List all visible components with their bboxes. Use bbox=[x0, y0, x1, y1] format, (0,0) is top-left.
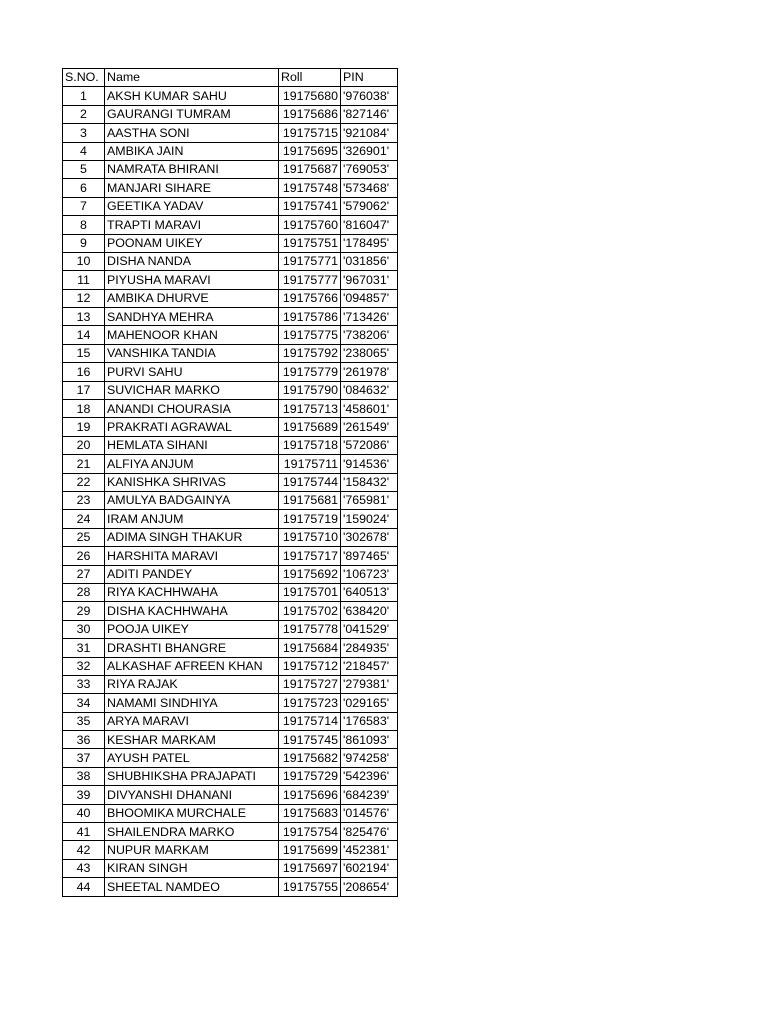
cell-name: DISHA KACHHWAHA bbox=[105, 602, 279, 620]
column-header-roll: Roll bbox=[279, 69, 341, 87]
cell-name: AMBIKA DHURVE bbox=[105, 289, 279, 307]
cell-name: AMBIKA JAIN bbox=[105, 142, 279, 160]
cell-pin: '974258' bbox=[341, 749, 398, 767]
document-page bbox=[62, 68, 398, 897]
cell-roll: 19175692 bbox=[279, 565, 341, 583]
cell-name: PURVI SAHU bbox=[105, 363, 279, 381]
cell-pin: '238065' bbox=[341, 344, 398, 362]
cell-roll: 19175710 bbox=[279, 528, 341, 546]
table-row bbox=[63, 326, 398, 344]
table-row bbox=[63, 804, 398, 822]
cell-sno: 30 bbox=[63, 620, 105, 638]
cell-pin: '579062' bbox=[341, 197, 398, 215]
cell-pin: '573468' bbox=[341, 179, 398, 197]
cell-name: SHUBHIKSHA PRAJAPATI bbox=[105, 767, 279, 785]
cell-roll: 19175686 bbox=[279, 105, 341, 123]
cell-name: VANSHIKA TANDIA bbox=[105, 344, 279, 362]
cell-roll: 19175766 bbox=[279, 289, 341, 307]
table-row bbox=[63, 344, 398, 362]
cell-roll: 19175779 bbox=[279, 363, 341, 381]
cell-name: RIYA KACHHWAHA bbox=[105, 583, 279, 601]
cell-name: GEETIKA YADAV bbox=[105, 197, 279, 215]
cell-pin: '041529' bbox=[341, 620, 398, 638]
table-row bbox=[63, 565, 398, 583]
cell-roll: 19175723 bbox=[279, 694, 341, 712]
cell-name: SHEETAL NAMDEO bbox=[105, 878, 279, 896]
cell-pin: '976038' bbox=[341, 87, 398, 105]
cell-name: KESHAR MARKAM bbox=[105, 731, 279, 749]
cell-pin: '914536' bbox=[341, 455, 398, 473]
cell-roll: 19175778 bbox=[279, 620, 341, 638]
cell-name: DRASHTI BHANGRE bbox=[105, 639, 279, 657]
cell-sno: 13 bbox=[63, 308, 105, 326]
table-header bbox=[63, 69, 398, 87]
cell-name: NAMAMI SINDHIYA bbox=[105, 694, 279, 712]
cell-sno: 41 bbox=[63, 823, 105, 841]
cell-roll: 19175744 bbox=[279, 473, 341, 491]
cell-roll: 19175689 bbox=[279, 418, 341, 436]
cell-name: POOJA UIKEY bbox=[105, 620, 279, 638]
cell-roll: 19175682 bbox=[279, 749, 341, 767]
cell-name: ADIMA SINGH THAKUR bbox=[105, 528, 279, 546]
table-row bbox=[63, 731, 398, 749]
cell-roll: 19175687 bbox=[279, 160, 341, 178]
cell-name: AMULYA BADGAINYA bbox=[105, 491, 279, 509]
cell-name: AYUSH PATEL bbox=[105, 749, 279, 767]
cell-name: MAHENOOR KHAN bbox=[105, 326, 279, 344]
cell-roll: 19175777 bbox=[279, 271, 341, 289]
table-row bbox=[63, 160, 398, 178]
cell-pin: '094857' bbox=[341, 289, 398, 307]
cell-pin: '326901' bbox=[341, 142, 398, 160]
cell-pin: '765981' bbox=[341, 491, 398, 509]
cell-sno: 44 bbox=[63, 878, 105, 896]
cell-roll: 19175713 bbox=[279, 400, 341, 418]
cell-pin: '713426' bbox=[341, 308, 398, 326]
cell-roll: 19175748 bbox=[279, 179, 341, 197]
cell-name: GAURANGI TUMRAM bbox=[105, 105, 279, 123]
cell-pin: '825476' bbox=[341, 823, 398, 841]
cell-sno: 27 bbox=[63, 565, 105, 583]
table-row bbox=[63, 823, 398, 841]
cell-sno: 11 bbox=[63, 271, 105, 289]
cell-pin: '014576' bbox=[341, 804, 398, 822]
cell-name: KIRAN SINGH bbox=[105, 859, 279, 877]
cell-sno: 21 bbox=[63, 455, 105, 473]
student-table bbox=[62, 68, 398, 897]
table-row bbox=[63, 841, 398, 859]
cell-sno: 37 bbox=[63, 749, 105, 767]
table-row bbox=[63, 473, 398, 491]
table-row bbox=[63, 749, 398, 767]
cell-name: SANDHYA MEHRA bbox=[105, 308, 279, 326]
cell-name: KANISHKA SHRIVAS bbox=[105, 473, 279, 491]
cell-name: IRAM ANJUM bbox=[105, 510, 279, 528]
cell-roll: 19175792 bbox=[279, 344, 341, 362]
cell-sno: 39 bbox=[63, 786, 105, 804]
table-row bbox=[63, 767, 398, 785]
cell-pin: '158432' bbox=[341, 473, 398, 491]
table-row bbox=[63, 657, 398, 675]
table-row bbox=[63, 436, 398, 454]
table-row bbox=[63, 400, 398, 418]
cell-sno: 5 bbox=[63, 160, 105, 178]
cell-pin: '967031' bbox=[341, 271, 398, 289]
cell-roll: 19175702 bbox=[279, 602, 341, 620]
cell-name: NAMRATA BHIRANI bbox=[105, 160, 279, 178]
cell-pin: '921084' bbox=[341, 124, 398, 142]
cell-sno: 17 bbox=[63, 381, 105, 399]
cell-sno: 25 bbox=[63, 528, 105, 546]
column-header-sno: S.NO. bbox=[63, 69, 105, 87]
table-row bbox=[63, 289, 398, 307]
cell-sno: 7 bbox=[63, 197, 105, 215]
column-header-pin: PIN bbox=[341, 69, 398, 87]
cell-pin: '640513' bbox=[341, 583, 398, 601]
cell-sno: 33 bbox=[63, 675, 105, 693]
cell-pin: '827146' bbox=[341, 105, 398, 123]
table-row bbox=[63, 197, 398, 215]
cell-sno: 15 bbox=[63, 344, 105, 362]
cell-pin: '261549' bbox=[341, 418, 398, 436]
cell-sno: 12 bbox=[63, 289, 105, 307]
cell-roll: 19175760 bbox=[279, 216, 341, 234]
cell-name: POONAM UIKEY bbox=[105, 234, 279, 252]
cell-sno: 40 bbox=[63, 804, 105, 822]
cell-roll: 19175696 bbox=[279, 786, 341, 804]
cell-roll: 19175712 bbox=[279, 657, 341, 675]
table-row bbox=[63, 252, 398, 270]
cell-name: ALFIYA ANJUM bbox=[105, 455, 279, 473]
table-row bbox=[63, 712, 398, 730]
cell-sno: 4 bbox=[63, 142, 105, 160]
cell-name: SHAILENDRA MARKO bbox=[105, 823, 279, 841]
cell-sno: 24 bbox=[63, 510, 105, 528]
cell-name: RIYA RAJAK bbox=[105, 675, 279, 693]
table-row bbox=[63, 271, 398, 289]
table-row bbox=[63, 455, 398, 473]
cell-sno: 10 bbox=[63, 252, 105, 270]
cell-pin: '208654' bbox=[341, 878, 398, 896]
cell-sno: 9 bbox=[63, 234, 105, 252]
cell-pin: '029165' bbox=[341, 694, 398, 712]
table-row bbox=[63, 363, 398, 381]
cell-name: ADITI PANDEY bbox=[105, 565, 279, 583]
table-row bbox=[63, 491, 398, 509]
cell-roll: 19175697 bbox=[279, 859, 341, 877]
cell-pin: '084632' bbox=[341, 381, 398, 399]
cell-roll: 19175681 bbox=[279, 491, 341, 509]
cell-pin: '638420' bbox=[341, 602, 398, 620]
cell-name: AASTHA SONI bbox=[105, 124, 279, 142]
cell-pin: '458601' bbox=[341, 400, 398, 418]
cell-roll: 19175683 bbox=[279, 804, 341, 822]
cell-name: SUVICHAR MARKO bbox=[105, 381, 279, 399]
cell-pin: '176583' bbox=[341, 712, 398, 730]
cell-sno: 1 bbox=[63, 87, 105, 105]
cell-pin: '261978' bbox=[341, 363, 398, 381]
cell-pin: '861093' bbox=[341, 731, 398, 749]
table-row bbox=[63, 583, 398, 601]
cell-pin: '031856' bbox=[341, 252, 398, 270]
table-row bbox=[63, 510, 398, 528]
cell-sno: 2 bbox=[63, 105, 105, 123]
cell-pin: '572086' bbox=[341, 436, 398, 454]
cell-roll: 19175699 bbox=[279, 841, 341, 859]
cell-pin: '279381' bbox=[341, 675, 398, 693]
cell-roll: 19175714 bbox=[279, 712, 341, 730]
table-row bbox=[63, 179, 398, 197]
cell-name: HEMLATA SIHANI bbox=[105, 436, 279, 454]
cell-roll: 19175711 bbox=[279, 455, 341, 473]
cell-name: HARSHITA MARAVI bbox=[105, 547, 279, 565]
cell-sno: 19 bbox=[63, 418, 105, 436]
table-row bbox=[63, 528, 398, 546]
table-row bbox=[63, 694, 398, 712]
cell-roll: 19175790 bbox=[279, 381, 341, 399]
table-row bbox=[63, 124, 398, 142]
table-row bbox=[63, 234, 398, 252]
cell-name: BHOOMIKA MURCHALE bbox=[105, 804, 279, 822]
column-header-name: Name bbox=[105, 69, 279, 87]
cell-sno: 28 bbox=[63, 583, 105, 601]
table-row bbox=[63, 105, 398, 123]
cell-sno: 22 bbox=[63, 473, 105, 491]
cell-sno: 29 bbox=[63, 602, 105, 620]
table-row bbox=[63, 675, 398, 693]
cell-sno: 23 bbox=[63, 491, 105, 509]
header-row bbox=[63, 69, 398, 87]
cell-roll: 19175751 bbox=[279, 234, 341, 252]
cell-sno: 43 bbox=[63, 859, 105, 877]
cell-sno: 20 bbox=[63, 436, 105, 454]
cell-name: PIYUSHA MARAVI bbox=[105, 271, 279, 289]
cell-roll: 19175719 bbox=[279, 510, 341, 528]
cell-roll: 19175771 bbox=[279, 252, 341, 270]
cell-name: AKSH KUMAR SAHU bbox=[105, 87, 279, 105]
table-row bbox=[63, 620, 398, 638]
cell-roll: 19175745 bbox=[279, 731, 341, 749]
cell-name: TRAPTI MARAVI bbox=[105, 216, 279, 234]
cell-sno: 14 bbox=[63, 326, 105, 344]
cell-pin: '684239' bbox=[341, 786, 398, 804]
table-row bbox=[63, 142, 398, 160]
cell-sno: 42 bbox=[63, 841, 105, 859]
cell-roll: 19175727 bbox=[279, 675, 341, 693]
table-row bbox=[63, 639, 398, 657]
cell-pin: '542396' bbox=[341, 767, 398, 785]
cell-roll: 19175729 bbox=[279, 767, 341, 785]
cell-roll: 19175755 bbox=[279, 878, 341, 896]
cell-pin: '738206' bbox=[341, 326, 398, 344]
cell-pin: '769053' bbox=[341, 160, 398, 178]
cell-name: ANANDI CHOURASIA bbox=[105, 400, 279, 418]
cell-name: DISHA NANDA bbox=[105, 252, 279, 270]
table-row bbox=[63, 547, 398, 565]
cell-pin: '602194' bbox=[341, 859, 398, 877]
cell-roll: 19175695 bbox=[279, 142, 341, 160]
cell-sno: 16 bbox=[63, 363, 105, 381]
cell-sno: 34 bbox=[63, 694, 105, 712]
cell-pin: '897465' bbox=[341, 547, 398, 565]
cell-sno: 18 bbox=[63, 400, 105, 418]
table-row bbox=[63, 786, 398, 804]
cell-sno: 31 bbox=[63, 639, 105, 657]
cell-roll: 19175775 bbox=[279, 326, 341, 344]
cell-name: DIVYANSHI DHANANI bbox=[105, 786, 279, 804]
cell-pin: '106723' bbox=[341, 565, 398, 583]
cell-roll: 19175754 bbox=[279, 823, 341, 841]
cell-roll: 19175715 bbox=[279, 124, 341, 142]
table-row bbox=[63, 859, 398, 877]
cell-pin: '452381' bbox=[341, 841, 398, 859]
cell-sno: 3 bbox=[63, 124, 105, 142]
cell-pin: '159024' bbox=[341, 510, 398, 528]
cell-name: PRAKRATI AGRAWAL bbox=[105, 418, 279, 436]
table-row bbox=[63, 381, 398, 399]
cell-pin: '178495' bbox=[341, 234, 398, 252]
table-row bbox=[63, 418, 398, 436]
cell-name: MANJARI SIHARE bbox=[105, 179, 279, 197]
table-body bbox=[63, 87, 398, 896]
cell-roll: 19175718 bbox=[279, 436, 341, 454]
table-row bbox=[63, 308, 398, 326]
cell-name: ALKASHAF AFREEN KHAN bbox=[105, 657, 279, 675]
cell-pin: '816047' bbox=[341, 216, 398, 234]
cell-sno: 36 bbox=[63, 731, 105, 749]
cell-pin: '284935' bbox=[341, 639, 398, 657]
cell-roll: 19175680 bbox=[279, 87, 341, 105]
cell-sno: 32 bbox=[63, 657, 105, 675]
cell-roll: 19175786 bbox=[279, 308, 341, 326]
table-row bbox=[63, 602, 398, 620]
cell-sno: 35 bbox=[63, 712, 105, 730]
table-row bbox=[63, 878, 398, 896]
cell-name: ARYA MARAVI bbox=[105, 712, 279, 730]
table-row bbox=[63, 87, 398, 105]
cell-sno: 26 bbox=[63, 547, 105, 565]
cell-sno: 38 bbox=[63, 767, 105, 785]
cell-name: NUPUR MARKAM bbox=[105, 841, 279, 859]
cell-roll: 19175717 bbox=[279, 547, 341, 565]
cell-pin: '302678' bbox=[341, 528, 398, 546]
cell-roll: 19175701 bbox=[279, 583, 341, 601]
cell-sno: 8 bbox=[63, 216, 105, 234]
cell-roll: 19175684 bbox=[279, 639, 341, 657]
table-row bbox=[63, 216, 398, 234]
cell-pin: '218457' bbox=[341, 657, 398, 675]
cell-roll: 19175741 bbox=[279, 197, 341, 215]
cell-sno: 6 bbox=[63, 179, 105, 197]
